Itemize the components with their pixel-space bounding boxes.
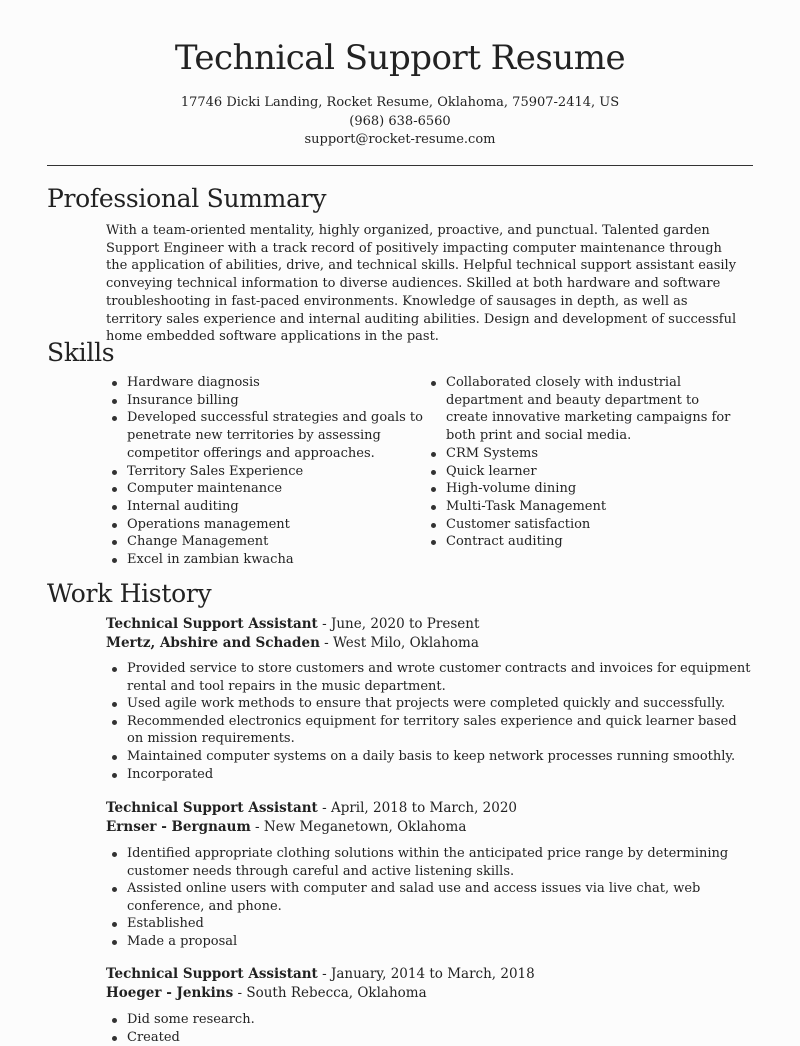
job-location: - South Rebecca, Oklahoma xyxy=(233,985,427,1001)
job-title-line xyxy=(106,615,756,634)
skill-item: Excel in zambian kwacha xyxy=(106,551,428,569)
job-title-line xyxy=(106,965,756,984)
skill-item: Collaborated closely with industrial department and beauty department to create innovative marketing campaigns for both print and social media. xyxy=(425,374,743,445)
skill-item: Territory Sales Experience xyxy=(106,463,428,481)
duty-item: Maintained computer systems on a daily basis to keep network processes running smoothly. xyxy=(106,748,756,766)
skill-item: High-volume dining xyxy=(425,480,743,498)
duty-item: Provided service to store customers and wrote customer contracts and invoices for equipment rental and tool repairs in the music department. xyxy=(106,660,756,695)
skill-item: Computer maintenance xyxy=(106,480,428,498)
job-title: Technical Support Assistant xyxy=(106,966,318,982)
resume-title: Technical Support Resume xyxy=(174,38,626,78)
summary-text: With a team-oriented mentality, highly organized, proactive, and punctual. Talented garden Support Engineer with a track record of positively impacting computer maintenance through the application of abilities, drive, and technical skills. Helpful technical support assistant easily conveying technical information to diverse audiences. Skilled at both hardware and software troubleshooting in fast-paced environments. Knowledge of sausages in depth, as well as territory sales experience and internal auditing abilities. Design and development of successful home embedded software applications in the past. xyxy=(106,223,737,345)
skill-item: Internal auditing xyxy=(106,498,428,516)
job-title-line xyxy=(106,799,756,818)
job-duties-list xyxy=(106,1011,756,1046)
duty-item: Recommended electronics equipment for territory sales experience and quick learner based on mission requirements. xyxy=(106,713,756,748)
skill-item: Insurance billing xyxy=(106,392,428,410)
work-history-heading: Work History xyxy=(47,579,212,608)
contact-address: 17746 Dicki Landing, Rocket Resume, Oklahoma, 75907-2414, US xyxy=(180,95,620,110)
job-company: Hoeger - Jenkins xyxy=(106,985,234,1001)
duty-item: Used agile work methods to ensure that projects were completed quickly and successfully. xyxy=(106,695,756,713)
duty-item: Assisted online users with computer and salad use and access issues via live chat, web conference, and phone. xyxy=(106,880,756,915)
job-company-line xyxy=(106,818,756,837)
contact-phone: (968) 638-6560 xyxy=(349,114,451,129)
duty-item: Established xyxy=(106,915,756,933)
job-company-line xyxy=(106,984,756,1003)
job-dates: - April, 2018 to March, 2020 xyxy=(317,800,518,816)
skill-item: Developed successful strategies and goals to penetrate new territories by assessing competitor offerings and approaches. xyxy=(106,409,428,462)
job-duties-list xyxy=(106,660,756,783)
skills-heading: Skills xyxy=(47,338,115,367)
skill-item: Hardware diagnosis xyxy=(106,374,428,392)
contact-email: support@rocket-resume.com xyxy=(304,132,496,147)
skill-item: Change Management xyxy=(106,533,428,551)
job-company-line xyxy=(106,634,756,653)
job-dates: - January, 2014 to March, 2018 xyxy=(317,966,535,982)
summary-heading: Professional Summary xyxy=(47,184,327,213)
skill-item: Multi-Task Management xyxy=(425,498,743,516)
duty-item: Did some research. xyxy=(106,1011,756,1029)
skill-item: Operations management xyxy=(106,516,428,534)
job-duties-list xyxy=(106,845,756,951)
job-company: Ernser - Bergnaum xyxy=(106,819,251,835)
job-company: Mertz, Abshire and Schaden xyxy=(106,635,320,651)
skills-list-right xyxy=(425,374,743,551)
job-location: - New Meganetown, Oklahoma xyxy=(250,819,467,835)
skill-item: Customer satisfaction xyxy=(425,516,743,534)
duty-item: Incorporated xyxy=(106,766,756,784)
skill-item: Contract auditing xyxy=(425,533,743,551)
job-location: - West Milo, Oklahoma xyxy=(319,635,479,651)
skill-item: CRM Systems xyxy=(425,445,743,463)
job-title: Technical Support Assistant xyxy=(106,616,318,632)
skills-list-left xyxy=(106,374,428,569)
duty-item: Created xyxy=(106,1029,756,1046)
skill-item: Quick learner xyxy=(425,463,743,481)
duty-item: Made a proposal xyxy=(106,933,756,951)
duty-item: Identified appropriate clothing solutions within the anticipated price range by determining customer needs through careful and active listening skills. xyxy=(106,845,756,880)
job-dates: - June, 2020 to Present xyxy=(317,616,480,632)
header-divider xyxy=(47,165,753,166)
job-title: Technical Support Assistant xyxy=(106,800,318,816)
